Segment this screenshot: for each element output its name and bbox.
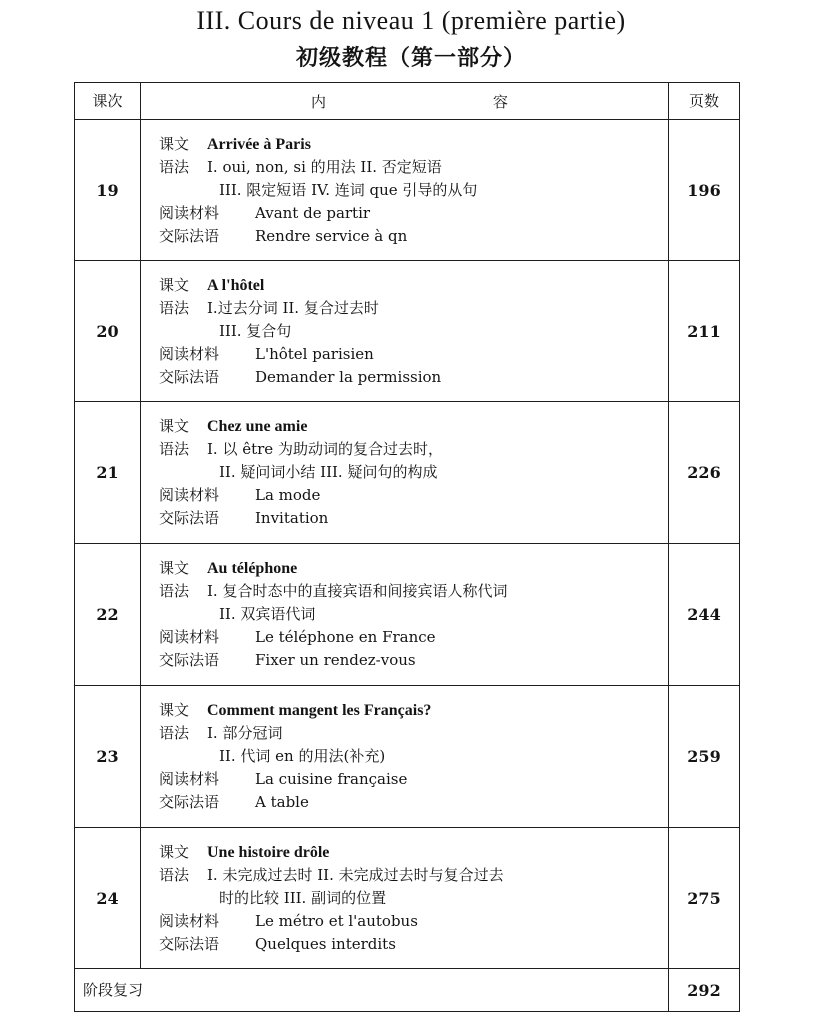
expression-line: [159, 933, 668, 956]
grammar-text: I.过去分词 II. 复合过去时: [207, 298, 379, 317]
grammar-line-continued: [159, 887, 668, 910]
grammar-text: II. 代词 en 的用法(补充): [219, 747, 386, 765]
contents-table: [74, 82, 740, 1012]
text-line: [159, 699, 668, 722]
lesson-content: [141, 686, 669, 828]
lesson-number: 19: [75, 120, 141, 261]
expression-line: [159, 507, 668, 530]
header-page: 页数: [669, 83, 740, 120]
expression-text: Rendre service à qn: [255, 226, 408, 245]
reading-line: [159, 626, 668, 649]
grammar-line: [159, 722, 668, 745]
text-line: [159, 133, 668, 156]
reading-text: L'hôtel parisien: [255, 344, 374, 363]
header-content-right: 容: [493, 93, 509, 111]
grammar-line-continued: [159, 320, 668, 343]
grammar-text: I. 部分冠词: [207, 724, 283, 742]
lesson-row: [75, 686, 740, 828]
reading-label: 阅读材料: [159, 628, 220, 646]
lesson-content: [141, 261, 669, 402]
table-header-row: [75, 83, 740, 120]
grammar-label: 语法: [159, 440, 190, 458]
text-label: 课文: [159, 842, 190, 861]
review-row: [75, 969, 740, 1012]
grammar-text: III. 复合句: [219, 321, 292, 340]
page-title-french: III. Cours de niveau 1 (première partie): [196, 6, 626, 35]
reading-line: [159, 910, 668, 933]
lesson-number: 20: [75, 261, 141, 402]
reading-text: Le téléphone en France: [255, 628, 436, 646]
lesson-text-title: Chez une amie: [207, 418, 308, 435]
lesson-content: [141, 544, 669, 686]
grammar-text: I. oui, non, si 的用法 II. 否定短语: [207, 157, 442, 176]
lesson-row: [75, 828, 740, 969]
grammar-label: 语法: [159, 298, 190, 317]
reading-text: Avant de partir: [255, 203, 371, 222]
expression-text: Fixer un rendez-vous: [255, 651, 416, 669]
grammar-line-continued: [159, 179, 668, 202]
text-label: 课文: [159, 701, 190, 719]
lesson-page: 244: [669, 544, 740, 686]
grammar-line-continued: [159, 745, 668, 768]
lesson-text-title: Au téléphone: [207, 560, 298, 577]
reading-label: 阅读材料: [159, 344, 220, 363]
text-line: [159, 841, 668, 864]
grammar-label: 语法: [159, 865, 190, 884]
lesson-page: 196: [669, 120, 740, 261]
expression-label: 交际法语: [159, 793, 220, 811]
lesson-text-title: Comment mangent les Français?: [207, 702, 432, 719]
text-label: 课文: [159, 417, 190, 435]
reading-label: 阅读材料: [159, 486, 220, 504]
lesson-text-title: Une histoire drôle: [207, 843, 330, 861]
expression-label: 交际法语: [159, 509, 220, 527]
lesson-number: 24: [75, 828, 141, 969]
text-line: [159, 557, 668, 580]
expression-label: 交际法语: [159, 367, 220, 386]
grammar-text: I. 以 être 为助动词的复合过去时，: [207, 440, 443, 458]
lesson-row: [75, 261, 740, 402]
grammar-text: I. 未完成过去时 II. 未完成过去时与复合过去: [207, 865, 504, 884]
lesson-content: [141, 828, 669, 969]
expression-label: 交际法语: [159, 934, 220, 953]
lesson-page: 275: [669, 828, 740, 969]
lesson-number: 21: [75, 402, 141, 544]
expression-line: [159, 649, 668, 672]
lesson-page: 226: [669, 402, 740, 544]
header-lesson-number: 课次: [75, 83, 141, 120]
reading-label: 阅读材料: [159, 203, 220, 222]
grammar-text: I. 复合时态中的直接宾语和间接宾语人称代词: [207, 582, 508, 600]
page-title-chinese: 初级教程（第一部分）: [295, 45, 526, 71]
lesson-text-title: A l'hôtel: [207, 276, 265, 294]
grammar-text: 时的比较 III. 副词的位置: [219, 888, 387, 907]
reading-text: La cuisine française: [255, 770, 408, 788]
grammar-line: [159, 864, 668, 887]
header-content: [141, 83, 669, 120]
reading-label: 阅读材料: [159, 911, 220, 930]
expression-text: Invitation: [255, 509, 329, 527]
lesson-page: 259: [669, 686, 740, 828]
reading-line: [159, 768, 668, 791]
grammar-line: [159, 297, 668, 320]
reading-line: [159, 484, 668, 507]
expression-text: Quelques interdits: [255, 934, 396, 953]
text-line: [159, 274, 668, 297]
expression-label: 交际法语: [159, 651, 220, 669]
lesson-row: [75, 544, 740, 686]
grammar-line-continued: [159, 461, 668, 484]
reading-label: 阅读材料: [159, 770, 220, 788]
lesson-content: [141, 120, 669, 261]
expression-line: [159, 366, 668, 389]
lesson-content: [141, 402, 669, 544]
reading-line: [159, 343, 668, 366]
expression-label: 交际法语: [159, 226, 220, 245]
expression-text: Demander la permission: [255, 367, 442, 386]
grammar-label: 语法: [159, 724, 190, 742]
expression-line: [159, 225, 668, 248]
reading-text: Le métro et l'autobus: [255, 911, 418, 930]
lesson-row: [75, 120, 740, 261]
lesson-page: 211: [669, 261, 740, 402]
grammar-line-continued: [159, 603, 668, 626]
lesson-row: [75, 402, 740, 544]
grammar-line: [159, 580, 668, 603]
text-label: 课文: [159, 134, 190, 153]
grammar-text: II. 双宾语代词: [219, 605, 316, 623]
review-label: 阶段复习: [75, 969, 669, 1012]
review-page: 292: [669, 969, 740, 1012]
lesson-number: 22: [75, 544, 141, 686]
expression-text: A table: [255, 793, 309, 811]
expression-line: [159, 791, 668, 814]
reading-text: La mode: [255, 486, 321, 504]
grammar-line: [159, 156, 668, 179]
grammar-line: [159, 438, 668, 461]
grammar-text: III. 限定短语 IV. 连词 que 引导的从句: [219, 180, 478, 199]
grammar-label: 语法: [159, 157, 190, 176]
text-label: 课文: [159, 559, 190, 577]
header-content-left: 内: [311, 93, 327, 111]
text-line: [159, 415, 668, 438]
text-label: 课文: [159, 275, 190, 294]
grammar-label: 语法: [159, 582, 190, 600]
grammar-text: II. 疑问词小结 III. 疑问句的构成: [219, 463, 438, 481]
lesson-text-title: Arrivée à Paris: [207, 135, 311, 153]
lesson-number: 23: [75, 686, 141, 828]
reading-line: [159, 202, 668, 225]
